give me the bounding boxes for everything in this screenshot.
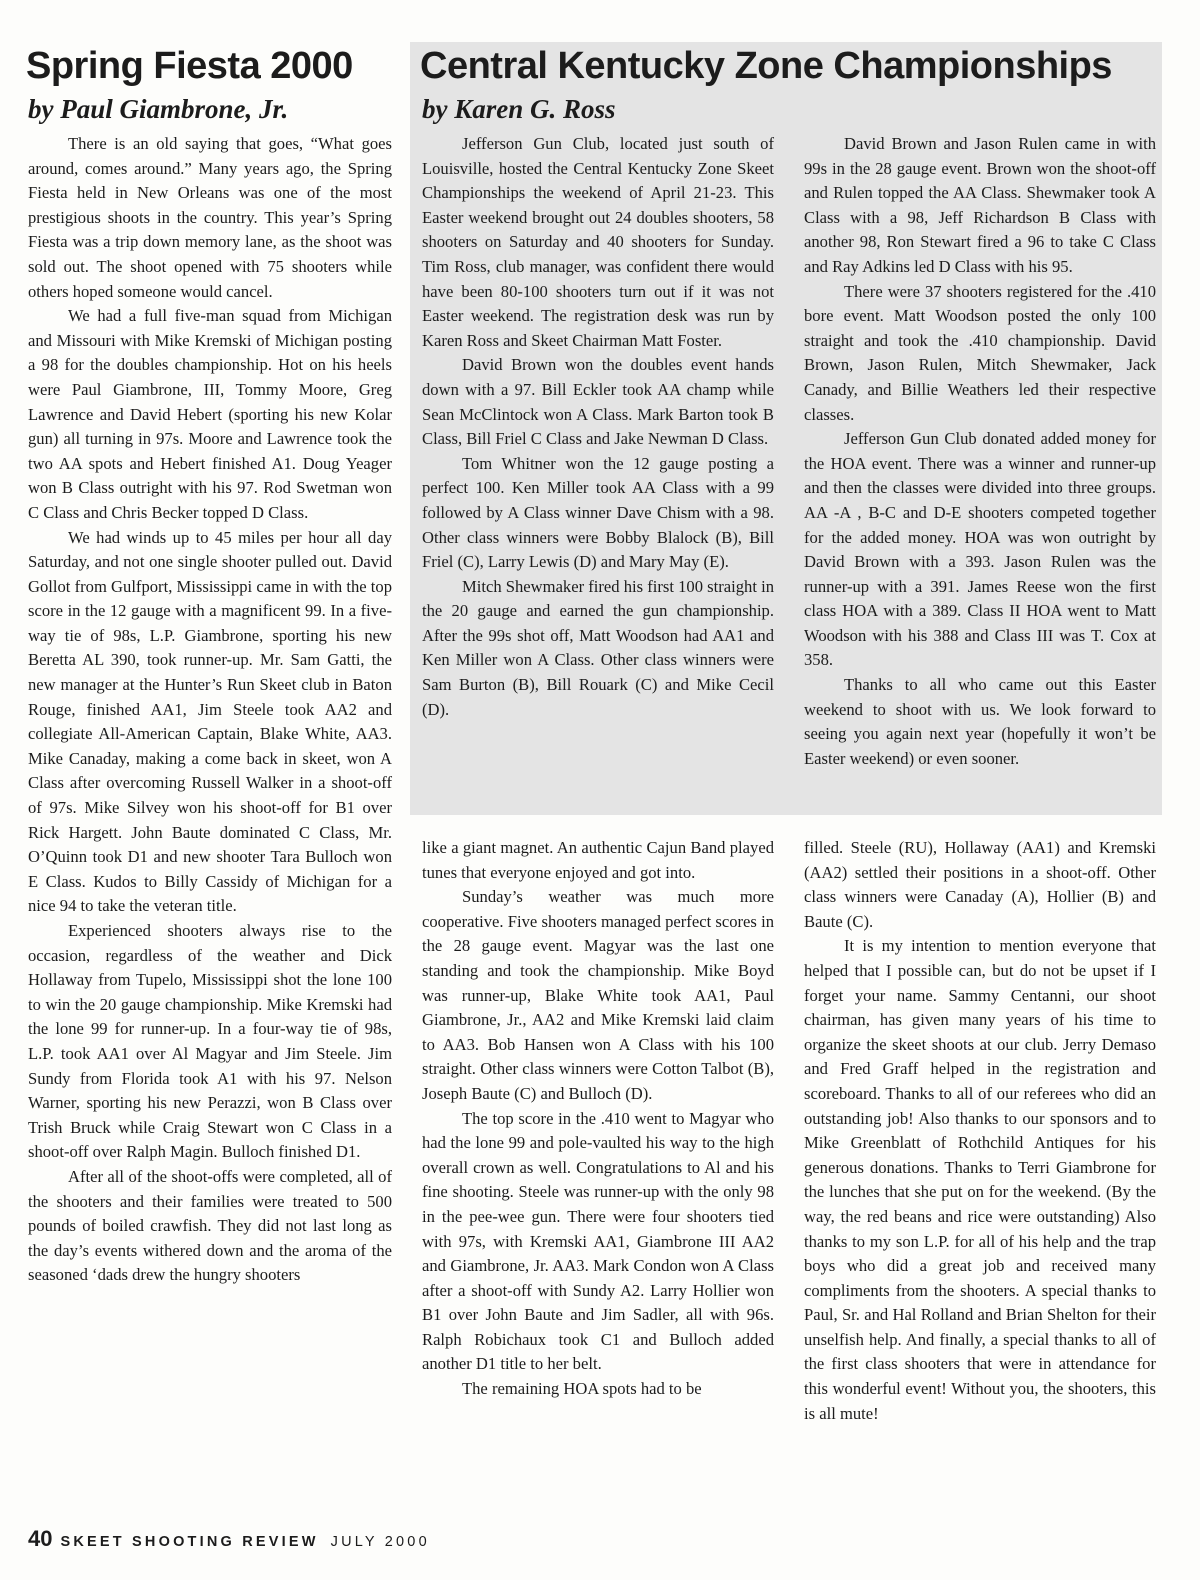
left-article-title: Spring Fiesta 2000 <box>26 45 353 87</box>
paragraph: Tom Whitner won the 12 gauge posting a perfect 100. Ken Miller took AA Class with a 99 followed by A Class winner Dave Chism with a 98. Other class winners were Bobby Blalock (B), Bill Friel (C), Larry Lewis (D) and Mary May (E). <box>422 453 774 572</box>
paragraph: David Brown and Jason Rulen came in with 99s in the 28 gauge event. Brown won the shoot-off and Rulen topped the AA Class. Shewmaker took A Class with a 98, Jeff Richardson B Class with another 98, Ron Stewart fired a 96 to take C Class and Ray Adkins led D Class with his 95. <box>804 134 1156 276</box>
left-article-byline: by Paul Giambrone, Jr. <box>28 94 289 124</box>
paragraph: Jefferson Gun Club donated added money for the HOA event. There was a winner and runner-up and then the classes were divided into three groups. AA -A , B-C and D-E shooters competed together for the added money. HOA was won outright by David Brown with a 393. Jason Rulen was the runner-up with a 391. James Reese won the first class HOA with a 389. Class II HOA went to Matt Woodson with his 388 and Class III was T. Cox at 358. <box>804 429 1156 670</box>
paragraph: David Brown won the doubles event hands down with a 97. Bill Eckler took AA champ while Sean McClintock won A Class. Mark Barton took B Class, Bill Friel C Class and Jake Newman D Class. <box>422 355 774 449</box>
left-article-column-2 <box>422 836 774 1402</box>
right-article-column-2 <box>804 132 1156 771</box>
issue-date: JULY 2000 <box>330 1534 430 1550</box>
magazine-name: SKEET SHOOTING REVIEW <box>60 1534 319 1550</box>
right-article-title: Central Kentucky Zone Championships <box>420 45 1112 87</box>
paragraph: We had a full five-man squad from Michigan and Missouri with Mike Kremski of Michigan posting a 98 for the doubles championship. Hot on his heels were Paul Giambrone, III, Tommy Moore, Greg Lawrence and David Hebert (sporting his new Kolar gun) all turning in 97s. Moore and Lawrence took the two AA spots and Hebert finished A1. Doug Yeager won B Class outright with his 97. Rod Swetman won C Class and Chris Becker topped D Class. <box>28 306 392 522</box>
paragraph: Thanks to all who came out this Easter weekend to shoot with us. We look forward to seeing you again next year (hopefully it won’t be Easter weekend) or even sooner. <box>804 675 1156 768</box>
paragraph: Experienced shooters always rise to the occasion, regardless of the weather and Dick Hollaway from Tupelo, Mississippi shot the lone 100 to win the 20 gauge championship. Mike Kremski had the lone 99 for runner-up. In a four-way tie of 98s, L.P. took AA1 over Al Magyar and Jim Steele. Jim Sundy from Florida took A1 with his 97. Nelson Warner, sporting his new Perazzi, won B Class over Trish Bruck while Craig Stewart won C Class in a shoot-off over Ralph Magin. Bulloch finished D1. <box>28 921 392 1162</box>
paragraph: Jefferson Gun Club, located just south of Louisville, hosted the Central Kentucky Zone Skeet Championships the weekend of April 21-23. This Easter weekend brought out 24 doubles shooters, 58 shooters on Saturday and 40 shooters for Sunday. Tim Ross, club manager, was confident there would have been 80-100 shooters turn out if it was not Easter weekend. The registration desk was run by Karen Ross and Skeet Chairman Matt Foster. <box>422 134 774 350</box>
paragraph: filled. Steele (RU), Hollaway (AA1) and Kremski (AA2) settled their positions in a shoot-off. Other class winners were Canaday (A), Hollier (B) and Baute (C). <box>804 838 1156 931</box>
paragraph: The top score in the .410 went to Magyar who had the lone 99 and pole-vaulted his way to the high overall crown as well. Congratulations to Al and his fine shooting. Steele was runner-up with the only 98 in the pee-wee gun. There were four shooters tied with 97s, with Kremski AA1, Giambrone III AA2 and Giambrone, Jr. AA3. Mark Condon won A Class after a shoot-off with Sundy A2. Larry Hollier won B1 over John Baute and Jim Sadler, all with 96s. Ralph Robichaux took C1 and Bulloch added another D1 title to her belt. <box>422 1108 774 1374</box>
paragraph: like a giant magnet. An authentic Cajun Band played tunes that everyone enjoyed and got into. <box>422 838 774 882</box>
paragraph: Sunday’s weather was much more cooperative. Five shooters managed perfect scores in the 28 gauge event. Magyar was the last one standing and took the championship. Mike Boyd was runner-up, Blake White took AA1, Paul Giambrone, Jr., AA2 and Mike Kremski laid claim to AA3. Bob Hansen won A Class with his 100 straight. Other class winners were Cotton Talbot (B), Joseph Baute (C) and Bulloch (D). <box>422 887 774 1103</box>
paragraph: There is an old saying that goes, “What goes around, comes around.” Many years ago, the Spring Fiesta held in New Orleans was one of the most prestigious shoots in the country. This year’s Spring Fiesta was a trip down memory lane, as the shoot was sold out. The shoot opened with 75 shooters while others hoped someone would cancel. <box>28 134 392 301</box>
right-article-byline: by Karen G. Ross <box>422 94 616 124</box>
left-article-column-3 <box>804 836 1156 1426</box>
paragraph: There were 37 shooters registered for the .410 bore event. Matt Woodson posted the only 100 straight and took the .410 championship. David Brown, Jason Rulen, Mitch Shewmaker, Jack Canady, and Billie Weathers led their respective classes. <box>804 281 1156 424</box>
paragraph: After all of the shoot-offs were completed, all of the shooters and their families were treated to 500 pounds of boiled crawfish. They did not last long as the day’s events withered down and the aroma of the seasoned ‘dads drew the hungry shooters <box>28 1166 392 1285</box>
page-footer <box>28 1526 430 1552</box>
paragraph: It is my intention to mention everyone that helped that I possible can, but do not be upset if I forget your name. Sammy Centanni, our shoot chairman, has given many years of his time to organize the skeet shoots at our club. Jerry Demaso and Fred Graff helped in the registration and scoreboard. Thanks to all of our referees who did an outstanding job! Also thanks to our sponsors and to Mike Greenblatt of Rothchild Antiques for his generous donations. Thanks to Terri Giambrone for the lunches that she put on for the weekend. (By the way, the red beans and rice were outstanding) Also thanks to my son L.P. for all of his help and the trap boys who did a great job and received many compliments from the shooters. A special thanks to Paul, Sr. and Hal Rolland and Brian Shelton for their unselfish help. And finally, a special thanks to all of the first class shooters that were in attendance for this wonderful event! Without you, the shooters, this is all mute! <box>804 936 1156 1423</box>
page-number: 40 <box>28 1526 53 1551</box>
paragraph: We had winds up to 45 miles per hour all day Saturday, and not one single shooter pulled out. David Gollot from Gulfport, Mississippi came in with the top score in the 12 gauge with a magnificent 99. In a five-way tie of 98s, L.P. Giambrone, sporting his new Beretta AL 390, took runner-up. Mr. Sam Gatti, the new manager at the Hunter’s Run Skeet club in Baton Rouge, finished AA1, Jim Steele took AA2 and collegiate All-American Captain, Blake White, AA3. Mike Canaday, making a come back in skeet, won A Class after overcoming Russell Walker in a shoot-off of 97s. Mike Silvey won his shoot-off for B1 over Rick Hargett. John Baute dominated C Class, Mr. O’Quinn took D1 and new shooter Tara Bulloch won E Class. Kudos to Billy Cassidy of Michigan for a nice 94 to take the veteran title. <box>28 527 392 916</box>
left-article-column-1 <box>28 132 392 1288</box>
right-article-column-1 <box>422 132 774 722</box>
paragraph: Mitch Shewmaker fired his first 100 straight in the 20 gauge and earned the gun championship. After the 99s shot off, Matt Woodson had AA1 and Ken Miller won A Class. Other class winners were Sam Burton (B), Bill Rouark (C) and Mike Cecil (D). <box>422 576 774 719</box>
paragraph: The remaining HOA spots had to be <box>462 1379 702 1399</box>
